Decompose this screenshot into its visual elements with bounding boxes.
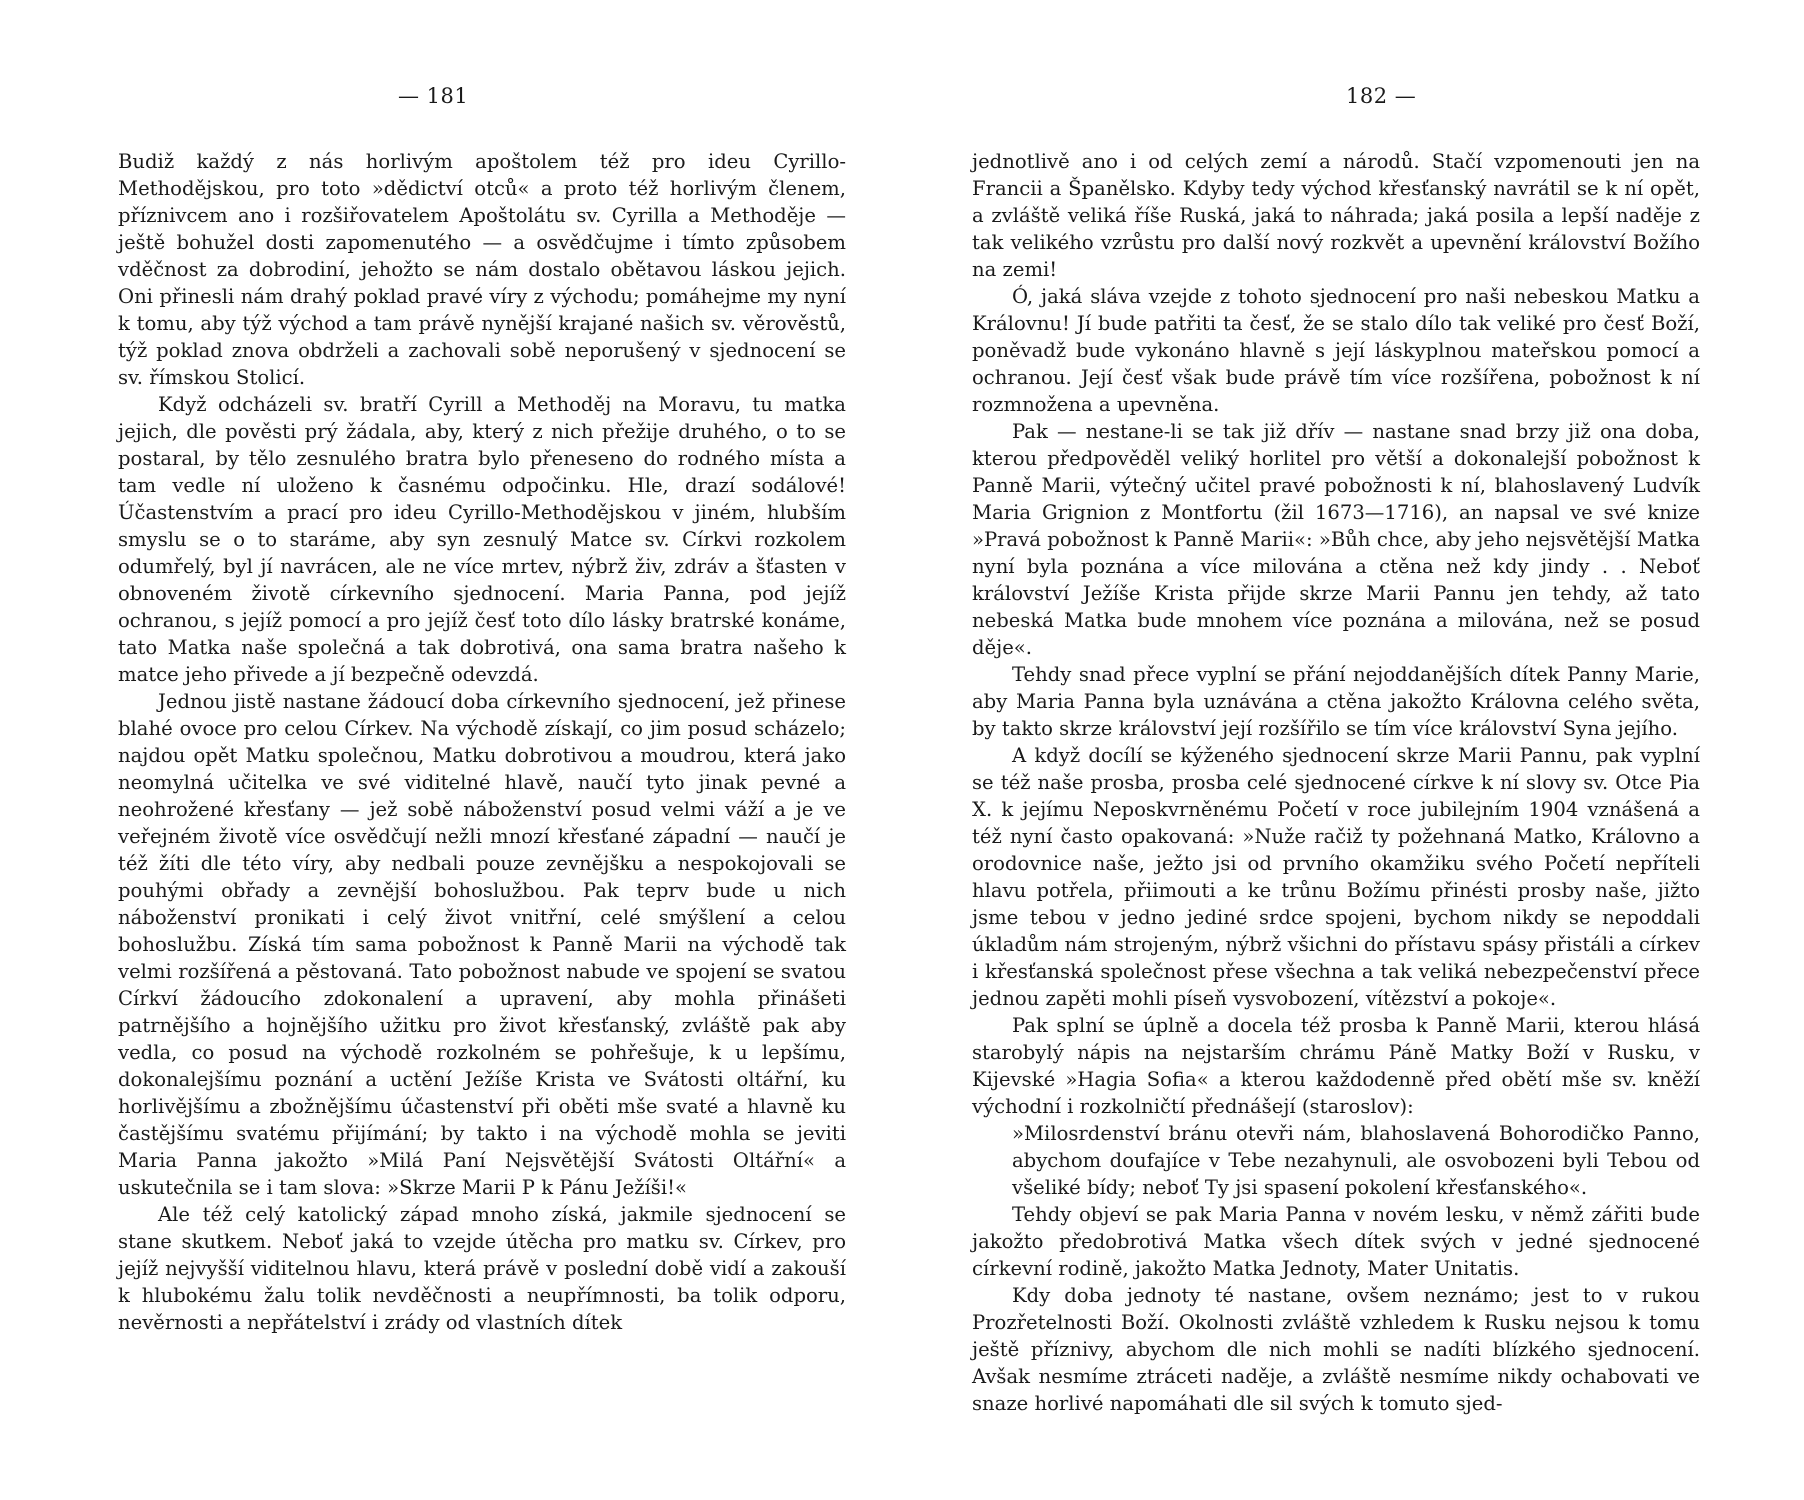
paragraph: Ó, jaká sláva vzejde z tohoto sjednocení pro naši nebeskou Matku a Královnu! Jí bude patřiti ta česť, že se stalo dílo tak veliké pro česť Boží, poněvadž bude vykonáno hlavně s její láskyplnou mateřskou pomocí a ochranou. Její česť však bude právě tím více rozšířena, pobožnost k ní rozmnožena a upevněna.: [972, 285, 1700, 416]
quote-paragraph: »Milosrdenství bránu otevři nám, blahoslavená Bohorodičko Panno, abychom doufajíce v Tebe nezahynuli, ale osvobozeni byli Tebou od všeliké bídy; neboť Ty jsi spasení pokolení křesťanského«.: [1012, 1122, 1700, 1199]
paragraph: Pak — nestane-li se tak již dřív — nastane snad brzy již ona doba, kterou předpověděl veliký horlitel pro větší a dokonalejší pobožnost k Panně Marii, výtečný učitel pravé pobožnosti k ní, blahoslavený Ludvík Maria Grignion z Montfortu (žil 1673—1716), an napsal ve své knize »Pravá pobožnost k Panně Marii«: »Bůh chce, aby jeho nejsvětější Matka nyní byla poznána a více milována a ctěna než kdy jindy . . Neboť království Ježíše Krista přijde skrze Marii Pannu jen tehdy, až tato nebeská Matka bude mnohem více poznána a milována, než se posud děje«.: [972, 420, 1700, 659]
paragraph: Tehdy objeví se pak Maria Panna v novém lesku, v němž zářiti bude jakožto předobrotivá Matka všech dítek svých v jedné sjednocené církevní rodině, jakožto Matka Jednoty, Mater Unitatis.: [972, 1203, 1700, 1280]
paragraph: Pak splní se úplně a docela též prosba k Panně Marii, kterou hlásá starobylý nápis na nejstarším chrámu Páně Matky Boží v Rusku, v Kijevské »Hagia Sofia« a kterou každodenně před obětí mše sv. kněží východní i rozkolničtí přednášejí (staroslov):: [972, 1014, 1700, 1118]
right-page: [902, 0, 1804, 1500]
page-number-left: — 181: [398, 84, 469, 108]
paragraph: Ale též celý katolický západ mnoho získá, jakmile sjednocení se stane skutkem. Neboť jaká to vzejde útěcha pro matku sv. Církev, pro jejíž nejvyšší viditelnou hlavu, která právě v poslední době vidí a zakouší k hlubokému žalu tolik nevděčnosti a neupřímnosti, ba tolik odporu, nevěrnosti a nepřátelství i zrády od vlastních dítek: [118, 1203, 846, 1334]
paragraph: Tehdy snad přece vyplní se přání nejoddanějších dítek Panny Marie, aby Maria Panna byla uznávána a ctěna jakožto Královna celého světa, by takto skrze království její rozšířilo se tím více království Syna jejího.: [972, 663, 1700, 740]
paragraph: Jednou jistě nastane žádoucí doba církevního sjednocení, jež přinese blahé ovoce pro celou Církev. Na východě získají, co jim posud scházelo; najdou opět Matku společnou, Matku dobrotivou a moudrou, která jako neomylná učitelka ve své viditelné hlavě, naučí tyto jinak pevné a neohrožené křesťany — jež sobě náboženství posud velmi váží a je ve veřejném životě více osvědčují nežli mnozí křesťané západní — naučí je též žíti dle této víry, aby nedbali pouze zevnějšku a nespokojovali se pouhými obřady a zevnější bohoslužbou. Pak teprv bude u nich náboženství pronikati i celý život vnitřní, celé smýšlení a celou bohoslužbu. Získá tím sama pobožnost k Panně Marii na východě tak velmi rozšířená a pěstovaná. Tato pobožnost nabude ve spojení se svatou Církví žádoucího zdokonalení a upravení, aby mohla přinášeti patrnějšího a hojnějšího užitku pro život křesťanský, zvláště pak aby vedla, co posud na východě rozkolném se pohřešuje, k u lepšímu, dokonalejšímu poznání a uctění Ježíše Krista ve Svátosti oltářní, ku horlivějšímu a zbožnějšímu účastenství při oběti mše svaté a hlavně ku častějšímu svatému přijímání; by takto i na východě mohla se jeviti Maria Panna jakožto »Milá Paní Nejsvětější Svátosti Oltářní« a uskutečnila se i tam slova: »Skrze Marii P k Pánu Ježíši!«: [118, 690, 846, 1199]
paragraph: A když docílí se kýženého sjednocení skrze Marii Pannu, pak vyplní se též naše prosba, prosba celé sjednocené církve k ní slovy sv. Otce Pia X. k jejímu Neposkvrněnému Početí v roce jubilejním 1904 vznášená a též nyní často opakovaná: »Nuže račiž ty požehnaná Matko, Královno a orodovnice naše, ježto jsi od prvního okamžiku svého Početí nepříteli hlavu potřela, přiimouti a ke trůnu Božímu přinésti prosby naše, jižto jsme tebou v jedno jediné srdce spojeni, bychom nikdy se nepoddali úkladům nám strojeným, nýbrž všichni do přístavu spásy přistáli a církev i křesťanská společnost přese všechna a tak veliká nebezpečenství přece jednou zapěti mohli píseň vysvobození, vítězství a pokoje«.: [972, 744, 1700, 1010]
paragraph: jednotlivě ano i od celých zemí a národů. Stačí vzpomenouti jen na Francii a Španělsko. Kdyby tedy východ křesťanský navrátil se k ní opět, a zvláště veliká říše Ruská, jaká to náhrada; jaká posila a lepší naděje z tak velikého vzrůstu pro další nový rozkvět a upevnění království Božího na zemi!: [972, 150, 1700, 281]
paragraph: Kdy doba jednoty té nastane, ovšem neznámo; jest to v rukou Prozřetelnosti Boží. Okolnosti zvláště vzhledem k Rusku nejsou k tomu ještě příznivy, abychom dle nich mohli se nadíti blízkého sjednocení. Avšak nesmíme ztráceti naděje, a zvláště nesmíme nikdy ochabovati ve snaze horlivé napomáhati dle sil svých k tomuto sjed-: [972, 1284, 1700, 1415]
right-page-text: [972, 148, 1700, 1417]
paragraph: Když odcházeli sv. bratří Cyrill a Methoděj na Moravu, tu matka jejich, dle pověsti prý žádala, aby, který z nich přežije druhého, o to se postaral, by tělo zesnulého bratra bylo přeneseno do rodného místa a tam vedle ní uloženo k časnému odpočinku. Hle, drazí sodálové! Účastenstvím a prací pro ideu Cyrillo-Methodějskou v jiném, hlubším smyslu se o to staráme, aby syn zesnulý Matce sv. Církvi rozkolem odumřelý, byl jí navrácen, ale ne více mrtev, nýbrž živ, zdráv a šťasten v obnoveném životě církevního sjednocení. Maria Panna, pod jejíž ochranou, s jejíž pomocí a pro jejíž česť toto dílo lásky bratrské konáme, tato Matka naše společná a tak dobrotivá, ona sama bratra našeho k matce jeho přivede a jí bezpečně odevzdá.: [118, 393, 846, 686]
left-page-text: [118, 148, 846, 1336]
paragraph: Budiž každý z nás horlivým apoštolem též pro ideu Cyrillo-Methodějskou, pro toto »dědictví otců« a proto též horlivým členem, příznivcem ano i rozšiřovatelem Apoštolátu sv. Cyrilla a Methoděje — ještě bohužel dosti zapomenutého — a osvědčujme i tímto způsobem vděčnost za dobrodiní, jehožto se nám dostalo obětavou láskou jejich. Oni přinesli nám drahý poklad pravé víry z východu; pomáhejme my nyní k tomu, aby týž východ a tam právě nynější krajané našich sv. věrověstů, týž poklad znova obdrželi a zachovali sobě neporušený v sjednocení se sv. římskou Stolicí.: [118, 150, 846, 389]
page-number-right: 182 —: [1346, 84, 1417, 108]
